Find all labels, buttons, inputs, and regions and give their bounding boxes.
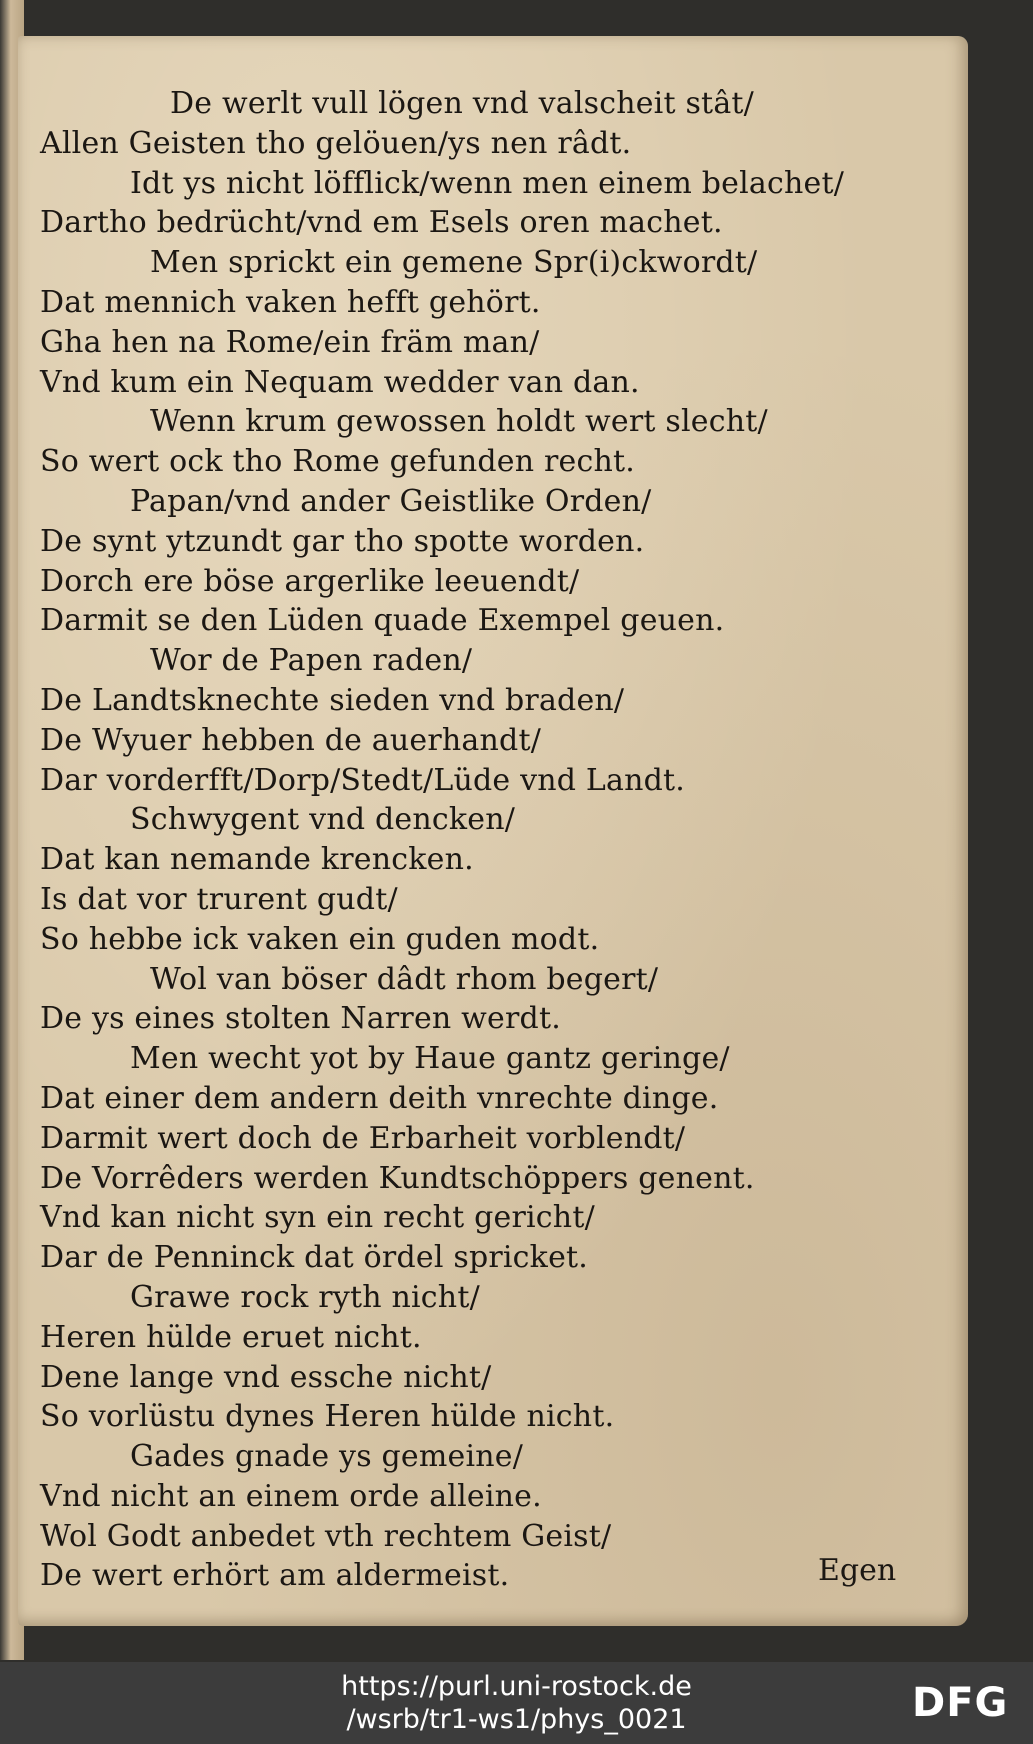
dfg-logo: DFG: [912, 1680, 1009, 1726]
text-line: De wert erhört am aldermeist.: [40, 1558, 510, 1594]
text-line: Vnd nicht an einem orde alleine.: [40, 1478, 542, 1514]
text-line: So vorlüstu dynes Heren hülde nicht.: [40, 1399, 615, 1435]
permalink-line-2[interactable]: /wsrb/tr1-ws1/phys_0021: [346, 1704, 687, 1735]
text-line: De Vorrêders werden Kundtschöppers genent.: [40, 1160, 755, 1196]
text-line: Is dat vor trurent gudt/: [40, 881, 398, 917]
text-line: Dat einer dem andern deith vnrechte dinge.: [40, 1080, 719, 1116]
text-line: Gades gnade ys gemeine/: [130, 1439, 524, 1475]
text-line: Dorch ere böse argerlike leeuendt/: [40, 563, 580, 599]
text-line: Wol van böser dâdt rhom begert/: [150, 961, 659, 997]
text-line: De synt ytzundt gar tho spotte worden.: [40, 523, 645, 559]
text-line: Heren hülde eruet nicht.: [40, 1319, 422, 1355]
text-line: Darmit wert doch de Erbarheit vorblendt/: [40, 1120, 686, 1156]
permalink-line-1[interactable]: https://purl.uni-rostock.de: [341, 1671, 692, 1702]
text-line: So hebbe ick vaken ein guden modt.: [40, 921, 600, 957]
text-line: Papan/vnd ander Geistlike Orden/: [130, 483, 652, 519]
catchword: Egen: [818, 1553, 897, 1588]
text-line: Dar de Penninck dat ördel spricket.: [40, 1240, 589, 1276]
text-line: Dar vorderfft/Dorp/Stedt/Lüde vnd Landt.: [40, 762, 686, 798]
text-line: Gha hen na Rome/ein främ man/: [40, 324, 540, 360]
text-line: Vnd kan nicht syn ein recht gericht/: [40, 1200, 595, 1236]
text-line: So wert ock tho Rome gefunden recht.: [40, 444, 635, 480]
text-line: Men sprickt ein gemene Spr(i)ckwordt/: [150, 245, 758, 281]
text-line: Wol Godt anbedet vth rechtem Geist/: [40, 1518, 612, 1554]
text-line: Idt ys nicht löfflick/wenn men einem belachet/: [130, 165, 845, 201]
text-line: De Landtsknechte sieden vnd braden/: [40, 682, 625, 718]
text-line: Darmit se den Lüden quade Exempel geuen.: [40, 603, 725, 639]
text-line: Dartho bedrücht/vnd em Esels oren machet.: [40, 205, 723, 241]
footer-bar: [0, 1662, 1033, 1744]
text-line: De ys eines stolten Narren werdt.: [40, 1001, 561, 1037]
permalink[interactable]: [0, 1670, 1033, 1736]
text-line: De werlt vull lögen vnd valscheit stât/: [170, 86, 754, 121]
page-text: [40, 84, 960, 1596]
text-line: Dene lange vnd essche nicht/: [40, 1359, 492, 1395]
book-page: [18, 36, 968, 1626]
text-line: Dat mennich vaken hefft gehört.: [40, 284, 541, 320]
text-line: Allen Geisten tho gelöuen/ys nen râdt.: [40, 125, 632, 161]
text-line: Wor de Papen raden/: [150, 643, 473, 679]
text-line: De Wyuer hebben de auerhandt/: [40, 722, 542, 758]
text-line: Grawe rock ryth nicht/: [130, 1279, 480, 1315]
text-line: Wenn krum gewossen holdt wert slecht/: [150, 404, 768, 440]
text-line: Vnd kum ein Nequam wedder van dan.: [40, 364, 640, 400]
text-line: Dat kan nemande krencken.: [40, 842, 474, 878]
text-line: Men wecht yot by Haue gantz geringe/: [130, 1041, 730, 1077]
text-line: Schwygent vnd dencken/: [130, 802, 516, 838]
